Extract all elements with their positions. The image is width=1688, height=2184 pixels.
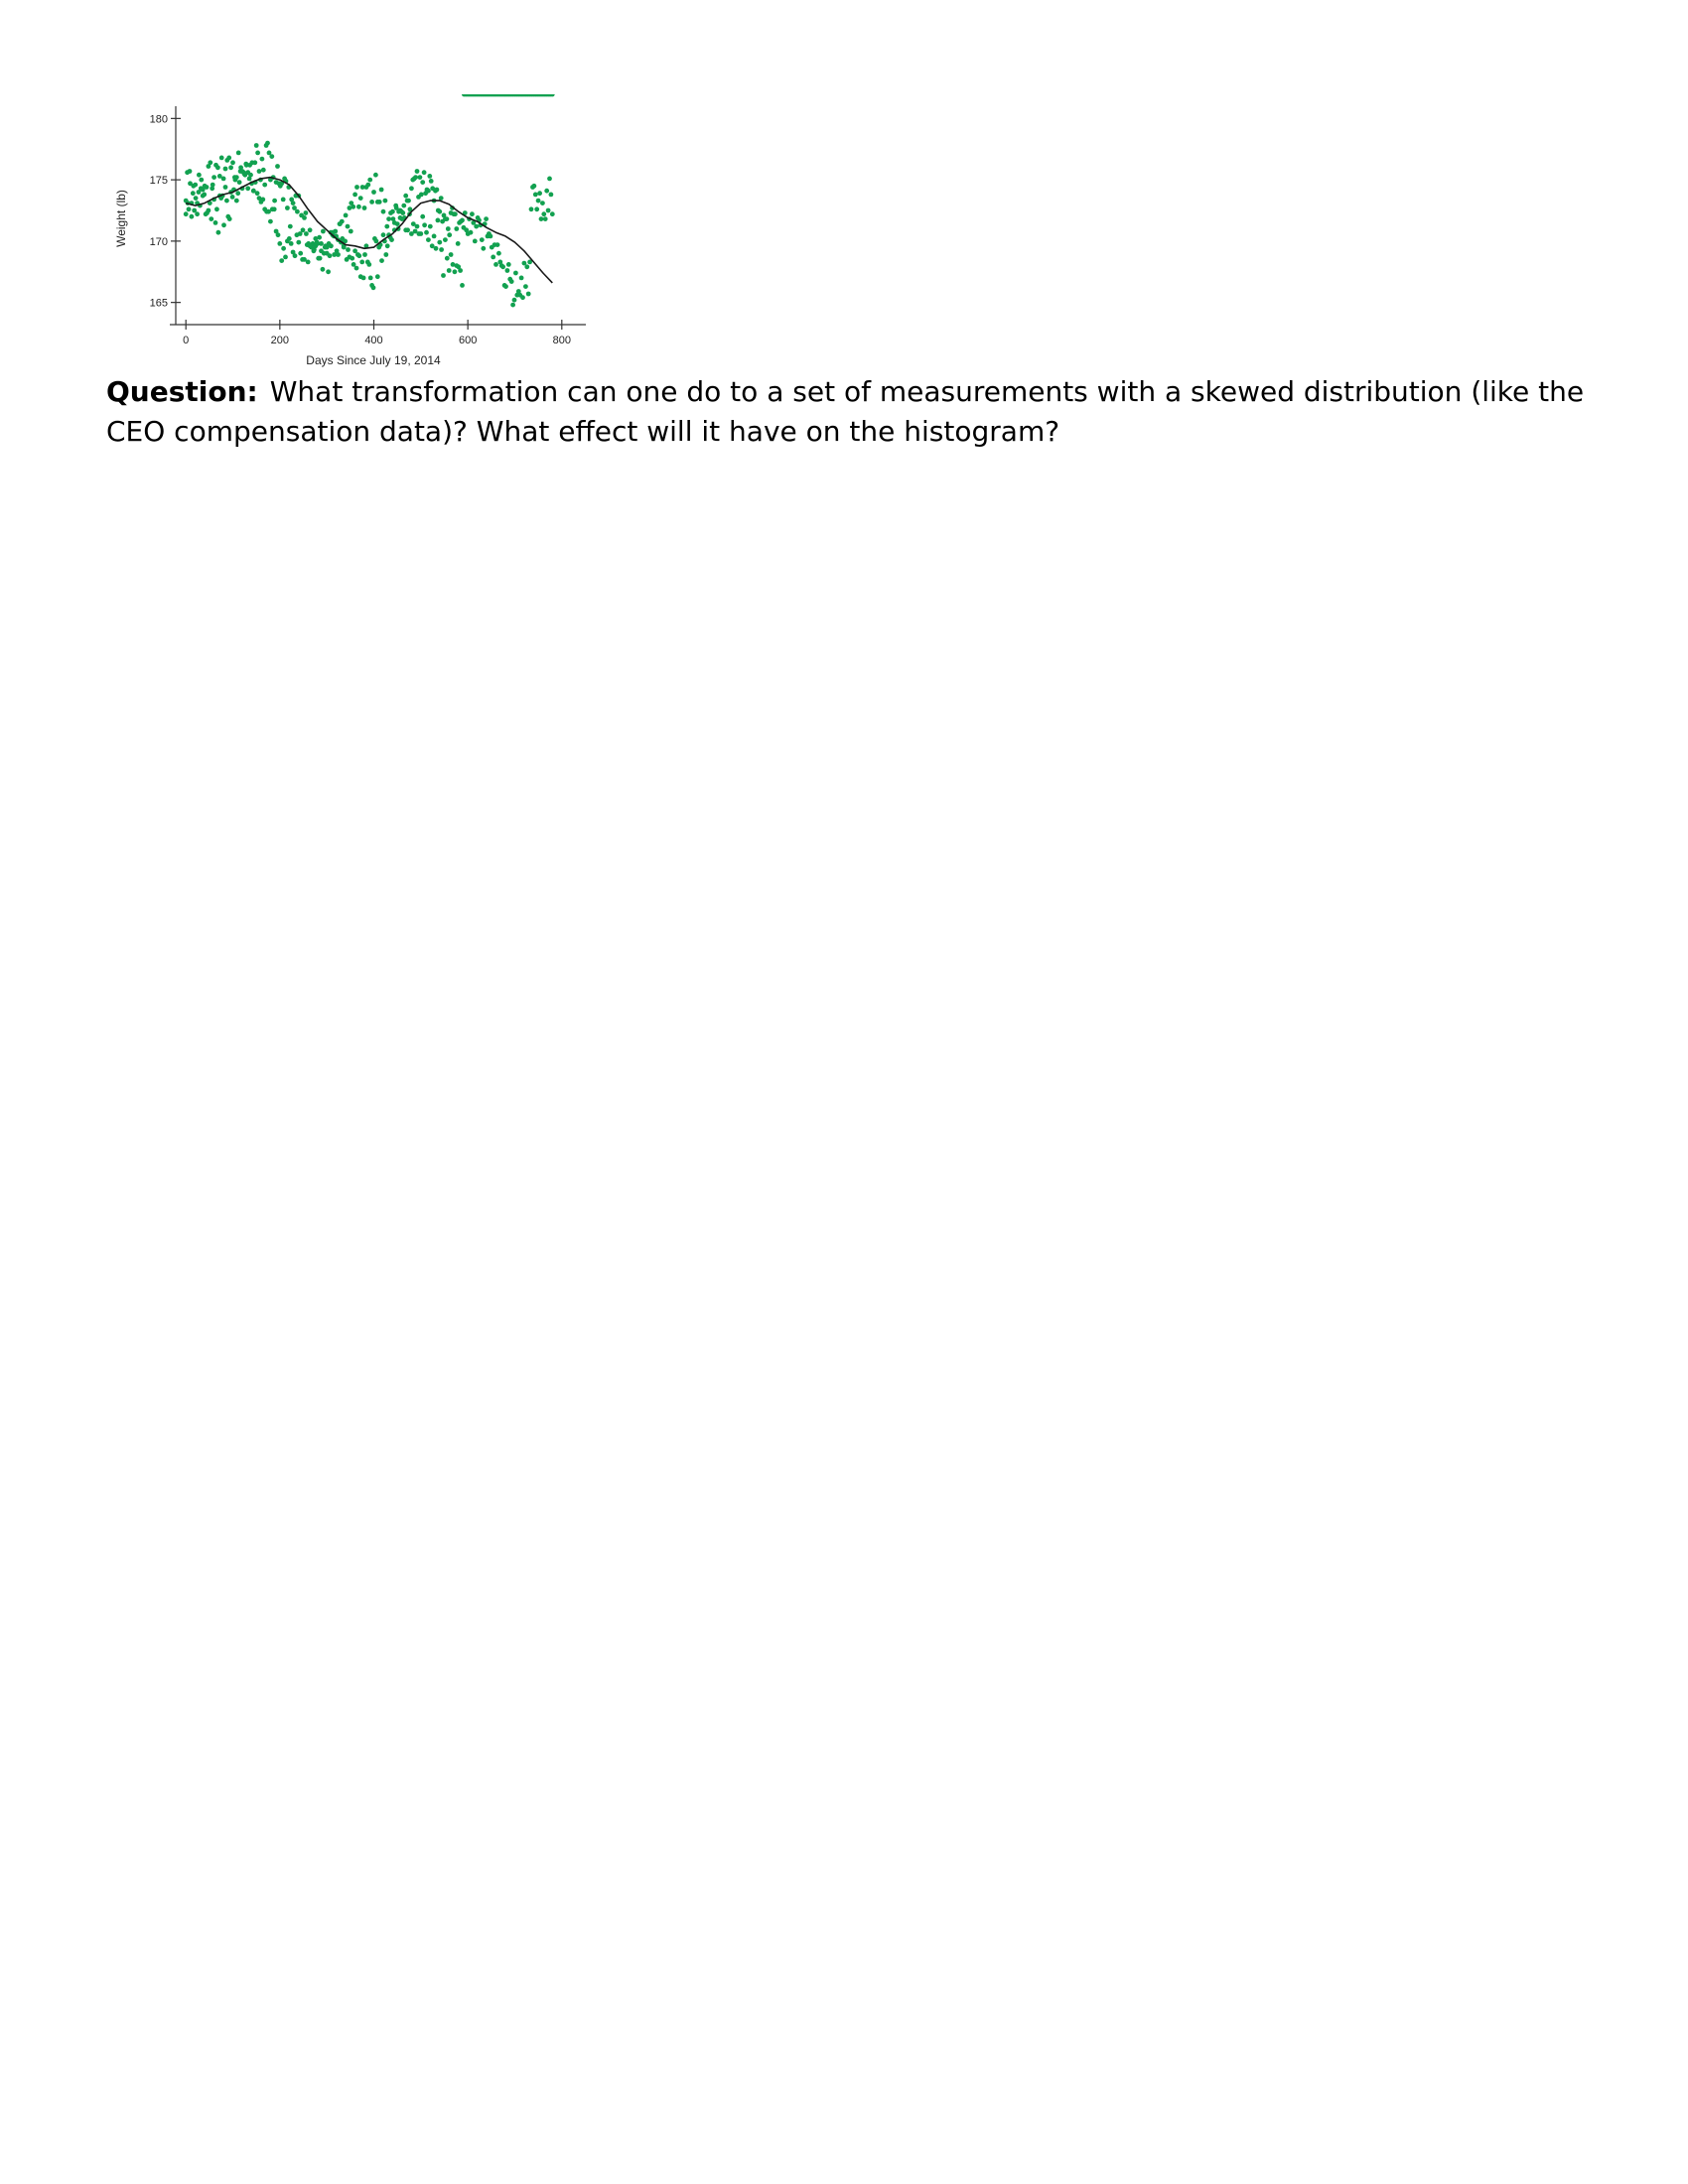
data-point — [537, 191, 542, 196]
data-point — [474, 224, 479, 229]
data-point — [317, 235, 322, 240]
data-point — [321, 229, 326, 234]
data-point — [420, 180, 425, 185]
data-point — [406, 199, 411, 204]
data-point — [346, 224, 351, 229]
data-point — [194, 196, 199, 201]
data-point — [301, 227, 306, 232]
weight-scatter-chart — [99, 94, 596, 372]
trend-line-group — [186, 178, 552, 283]
data-point — [437, 209, 442, 214]
data-point — [533, 193, 538, 198]
data-point — [366, 262, 371, 267]
x-axis-label: Days Since July 19, 2014 — [306, 353, 441, 367]
data-point — [453, 269, 458, 274]
data-point — [276, 232, 281, 237]
data-point — [260, 157, 265, 162]
data-point — [302, 215, 307, 220]
data-point — [289, 241, 294, 246]
data-point — [439, 247, 444, 252]
data-point — [520, 295, 525, 300]
data-point — [473, 239, 478, 244]
data-point — [293, 253, 298, 258]
data-point — [295, 232, 300, 237]
data-point — [384, 224, 389, 229]
data-point — [328, 253, 333, 258]
data-point — [418, 175, 423, 180]
data-point — [254, 143, 259, 148]
data-point — [358, 196, 363, 201]
data-point — [223, 185, 228, 190]
data-point — [298, 251, 303, 256]
data-point — [481, 246, 486, 251]
data-point — [272, 206, 277, 211]
data-point — [288, 224, 293, 229]
data-point — [279, 258, 284, 263]
data-point — [332, 252, 337, 257]
data-point — [390, 209, 395, 214]
data-point — [445, 216, 450, 221]
data-point — [354, 185, 359, 190]
data-point — [340, 219, 345, 224]
data-point — [205, 185, 210, 190]
data-point — [441, 273, 446, 278]
data-point — [443, 237, 448, 242]
data-point — [354, 266, 359, 271]
data-point — [237, 180, 242, 185]
data-point — [526, 292, 531, 297]
data-point — [544, 189, 549, 194]
data-point — [375, 274, 380, 279]
data-point — [389, 237, 394, 242]
data-point — [306, 260, 311, 265]
data-point — [202, 193, 207, 198]
data-point — [436, 218, 441, 223]
data-point — [365, 183, 370, 188]
data-point — [356, 253, 361, 258]
y-tick-label: 170 — [149, 235, 168, 248]
data-point — [351, 205, 355, 209]
data-point — [304, 210, 309, 215]
data-point — [367, 178, 372, 183]
data-point — [209, 216, 213, 221]
data-point — [272, 199, 277, 204]
data-point — [224, 199, 229, 204]
data-point — [503, 284, 508, 289]
data-point — [460, 218, 465, 223]
data-point — [261, 168, 266, 173]
data-point — [506, 262, 511, 267]
data-point — [193, 183, 198, 188]
data-point — [547, 177, 552, 182]
data-point — [247, 163, 252, 168]
x-tick-label: 800 — [552, 335, 571, 346]
data-point — [427, 174, 432, 179]
data-point — [342, 245, 347, 250]
data-point — [418, 231, 423, 236]
data-point — [255, 191, 260, 196]
data-point — [184, 211, 189, 216]
data-point — [214, 206, 219, 211]
data-point — [484, 216, 489, 221]
data-point — [400, 210, 405, 215]
data-point — [428, 224, 433, 229]
data-point — [349, 229, 353, 234]
data-point — [379, 188, 384, 193]
data-point — [394, 205, 399, 210]
data-point — [446, 226, 451, 231]
data-point — [374, 239, 379, 244]
data-point — [536, 199, 541, 204]
data-point — [191, 191, 196, 196]
data-point — [539, 216, 544, 221]
data-point — [543, 216, 548, 221]
data-point — [447, 268, 452, 273]
data-point — [230, 195, 235, 200]
data-point — [435, 188, 440, 193]
data-point — [500, 264, 505, 269]
data-point — [352, 193, 357, 198]
y-tick-label: 165 — [149, 297, 168, 310]
data-point — [281, 246, 286, 251]
data-point — [211, 175, 216, 180]
data-point — [362, 252, 367, 257]
data-point — [234, 199, 239, 204]
data-point — [257, 169, 262, 174]
data-point — [386, 216, 391, 221]
data-point — [549, 193, 554, 198]
data-point — [524, 264, 529, 269]
data-point — [296, 240, 301, 245]
data-point — [480, 237, 485, 242]
data-point — [437, 240, 442, 245]
data-point — [456, 241, 461, 246]
data-point — [550, 211, 555, 216]
data-point — [312, 248, 317, 253]
x-tick-label: 0 — [183, 335, 190, 346]
data-point — [529, 206, 534, 211]
data-point — [327, 241, 332, 246]
data-point — [262, 183, 267, 188]
question-label: Question: — [106, 375, 258, 408]
data-point — [453, 211, 458, 216]
data-point — [489, 234, 493, 239]
data-point — [445, 256, 450, 261]
trend-line — [186, 178, 552, 283]
data-point — [383, 252, 388, 257]
data-point — [403, 194, 408, 199]
data-point — [283, 255, 288, 260]
data-point — [415, 169, 420, 174]
data-point — [493, 262, 498, 267]
data-point — [190, 214, 195, 219]
data-point — [532, 184, 537, 189]
data-point — [304, 231, 309, 236]
data-point — [356, 205, 361, 209]
data-point — [422, 170, 427, 175]
data-point — [491, 255, 495, 260]
data-point — [513, 271, 518, 276]
data-point — [422, 222, 427, 227]
data-point — [447, 232, 452, 237]
data-point — [242, 172, 247, 177]
data-point — [392, 220, 397, 225]
data-point — [454, 226, 459, 231]
data-point — [346, 247, 351, 252]
data-point — [248, 173, 253, 178]
question-text: What transformation can one do to a set of measurements with a skewed distribution (like the CEO compensation data)? What effect will it have on the histogram? — [106, 375, 1585, 448]
data-point — [546, 208, 551, 213]
data-point — [381, 232, 386, 237]
data-point — [361, 276, 366, 281]
data-point — [344, 213, 349, 218]
data-point — [534, 206, 539, 211]
data-point — [295, 209, 300, 214]
data-point — [319, 248, 324, 253]
data-point — [252, 160, 257, 165]
data-point — [350, 256, 354, 261]
data-point — [519, 276, 524, 281]
data-point — [383, 199, 388, 204]
data-point — [371, 285, 376, 290]
data-point — [199, 178, 204, 183]
data-point — [265, 141, 270, 146]
data-point — [379, 258, 384, 263]
data-point — [523, 284, 528, 289]
data-point — [281, 198, 286, 203]
data-point — [409, 186, 414, 191]
data-point — [413, 175, 418, 180]
data-point — [234, 175, 239, 180]
data-point — [426, 189, 431, 194]
data-point — [219, 156, 224, 161]
x-tick-label: 400 — [364, 335, 383, 346]
data-point — [310, 242, 315, 247]
data-point — [385, 243, 390, 248]
data-point — [268, 219, 273, 224]
data-point — [458, 268, 463, 273]
data-point — [420, 214, 425, 219]
y-axis-label: Weight (lb) — [114, 190, 128, 247]
data-point — [368, 276, 373, 281]
data-point — [495, 242, 500, 247]
data-point — [318, 256, 323, 261]
data-point — [359, 260, 364, 265]
data-point — [373, 173, 378, 178]
data-point — [415, 224, 420, 229]
data-point — [439, 196, 444, 201]
x-tick-label: 600 — [458, 335, 478, 346]
data-point — [470, 211, 475, 216]
data-point — [512, 298, 517, 303]
scatter-points — [184, 94, 555, 307]
data-point — [227, 216, 232, 221]
data-point — [321, 267, 326, 272]
data-point — [213, 220, 218, 225]
data-point — [419, 193, 424, 198]
data-point — [426, 237, 431, 242]
data-point — [236, 151, 241, 156]
data-point — [460, 283, 465, 288]
data-point — [187, 206, 192, 211]
x-tick-label: 200 — [270, 335, 290, 346]
data-point — [432, 234, 437, 239]
data-point — [401, 204, 406, 208]
data-point — [188, 169, 193, 174]
data-point — [510, 303, 515, 308]
data-point — [275, 164, 280, 169]
data-point — [223, 167, 228, 172]
data-point — [195, 211, 200, 216]
data-point — [216, 230, 221, 235]
question-paragraph — [106, 372, 1596, 452]
data-point — [230, 160, 235, 165]
data-point — [221, 177, 226, 182]
data-point — [308, 227, 313, 232]
data-point — [405, 227, 410, 232]
tick-labels — [150, 113, 571, 346]
data-point — [228, 165, 233, 170]
data-point — [424, 230, 429, 235]
data-point — [509, 279, 514, 284]
data-point — [287, 236, 292, 241]
data-point — [207, 208, 211, 213]
data-point — [255, 151, 260, 156]
data-point — [210, 186, 214, 191]
data-point — [226, 156, 231, 161]
data-point — [326, 269, 331, 274]
data-point — [291, 201, 296, 205]
y-tick-label: 180 — [149, 113, 168, 126]
data-point — [245, 186, 250, 191]
data-point — [496, 251, 501, 256]
data-point — [197, 173, 202, 178]
data-point — [505, 268, 510, 273]
data-point — [469, 230, 474, 235]
data-point — [541, 211, 546, 216]
data-point — [260, 198, 265, 203]
data-point — [434, 246, 439, 251]
data-point — [269, 154, 274, 159]
data-point — [285, 205, 290, 210]
data-point — [277, 241, 282, 246]
data-point — [377, 200, 382, 205]
data-point — [362, 205, 367, 210]
data-point — [315, 241, 320, 246]
y-tick-label: 175 — [149, 175, 168, 188]
data-point — [221, 222, 226, 227]
data-point — [235, 191, 240, 196]
data-point — [371, 190, 376, 195]
data-point — [381, 209, 386, 214]
data-point — [449, 252, 454, 257]
data-point — [208, 160, 212, 165]
data-point — [429, 179, 434, 184]
data-point — [540, 201, 545, 205]
data-point — [215, 165, 220, 170]
data-point — [369, 200, 374, 205]
